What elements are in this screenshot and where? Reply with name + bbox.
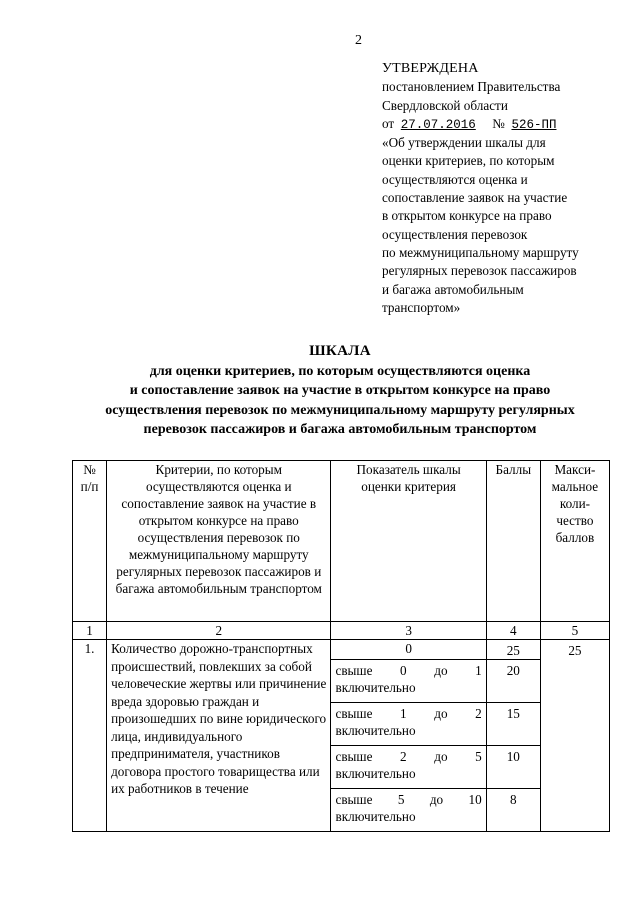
decree-line: в открытом конкурсе на право xyxy=(382,208,552,224)
indicator-points: 20 xyxy=(486,660,540,703)
approval-header: УТВЕРЖДЕНА xyxy=(382,61,479,76)
title-line: и сопоставление заявок на участие в открытом конкурсе на право xyxy=(129,383,551,398)
range-tail: включительно xyxy=(335,680,416,695)
indicator-range xyxy=(331,789,486,832)
header-points: Баллы xyxy=(486,461,540,622)
header-indicator: Показатель шкалы оценки критерия xyxy=(331,461,486,622)
row-number: 1. xyxy=(73,640,107,832)
criteria-table xyxy=(72,460,610,832)
date-prefix: от xyxy=(382,115,395,131)
decree-line: осуществляются оценка и xyxy=(382,171,528,187)
header-number: № п/п xyxy=(73,461,107,622)
indicator-range xyxy=(331,746,486,789)
header-criteria: Критерии, по которым осуществляются оценка и сопоставление заявок на участие в открытом конкурсе на право осуществления перевозок по межмуниципальному маршруту регулярных перевозок пассажиров и багажа автомобильным транспортом xyxy=(107,461,331,622)
decree-line: «Об утверждении шкалы для xyxy=(382,135,546,151)
range-mid: до xyxy=(434,749,448,764)
indicator-points: 15 xyxy=(486,703,540,746)
header-max-points: Макси-мальное коли-чество баллов xyxy=(540,461,609,622)
max-points: 25 xyxy=(540,640,609,832)
range-tail: включительно xyxy=(335,809,416,824)
range-to: 5 xyxy=(475,749,482,764)
title-main: ШКАЛА xyxy=(309,343,371,359)
decree-date: 27.07.2016 xyxy=(400,117,476,132)
indicator-points: 10 xyxy=(486,746,540,789)
range-tail: включительно xyxy=(335,766,416,781)
table-row xyxy=(73,640,610,660)
column-number: 2 xyxy=(107,622,331,640)
range-word: свыше xyxy=(335,792,373,807)
range-word: свыше xyxy=(335,706,373,721)
indicator-range xyxy=(331,703,486,746)
decree-line: оценки критериев, по которым xyxy=(382,153,555,169)
page-number: 2 xyxy=(355,33,362,48)
range-word: свыше xyxy=(335,663,373,678)
range-mid: до xyxy=(434,706,448,721)
title-line: для оценки критериев, по которым осуществляются оценка xyxy=(149,363,531,379)
column-number-row xyxy=(73,622,610,640)
range-from: 1 xyxy=(400,706,407,721)
indicator-points: 25 xyxy=(486,640,540,660)
number-prefix: № xyxy=(492,115,505,131)
column-number: 3 xyxy=(331,622,486,640)
indicator-value: 0 xyxy=(331,640,486,660)
approval-block xyxy=(382,60,632,317)
range-mid: до xyxy=(429,792,444,807)
range-mid: до xyxy=(434,663,448,678)
indicator-range xyxy=(331,660,486,703)
range-word: свыше xyxy=(335,749,373,764)
decree-line: регулярных перевозок пассажиров xyxy=(382,263,577,279)
title-line: перевозок пассажиров и багажа автомобильным транспортом xyxy=(143,422,537,437)
range-from: 5 xyxy=(397,792,405,807)
range-to: 10 xyxy=(468,792,482,807)
column-number: 5 xyxy=(540,622,609,640)
column-number: 1 xyxy=(73,622,107,640)
range-to: 1 xyxy=(475,663,482,678)
approval-line-2: Свердловской области xyxy=(382,97,508,113)
decree-line: по межмуниципальному маршруту xyxy=(382,244,579,260)
approval-date-line xyxy=(382,115,632,134)
decree-number: 526-ПП xyxy=(511,117,557,132)
decree-line: транспортом» xyxy=(382,299,461,315)
range-from: 0 xyxy=(400,663,407,678)
range-tail: включительно xyxy=(335,723,416,738)
decree-line: и багажа автомобильным xyxy=(382,281,524,297)
approval-line-1: постановлением Правительства xyxy=(382,79,561,95)
decree-line: осуществления перевозок xyxy=(382,226,528,242)
indicator-points: 8 xyxy=(486,789,540,832)
criterion-text: Количество дорожно-транспортных происшествий, повлекших за собой человеческие жертвы или причинение вреда здоровью граждан и произошедших по вине юридического лица, индивидуального предпринимателя, участников договора простого товарищества или их работников в течение xyxy=(107,640,331,832)
document-title xyxy=(60,342,620,440)
table-header-row xyxy=(73,461,610,622)
range-to: 2 xyxy=(475,706,482,721)
title-line: осуществления перевозок по межмуниципальному маршруту регулярных xyxy=(105,402,575,418)
column-number: 4 xyxy=(486,622,540,640)
decree-line: сопоставление заявок на участие xyxy=(382,190,568,206)
range-from: 2 xyxy=(400,749,407,764)
